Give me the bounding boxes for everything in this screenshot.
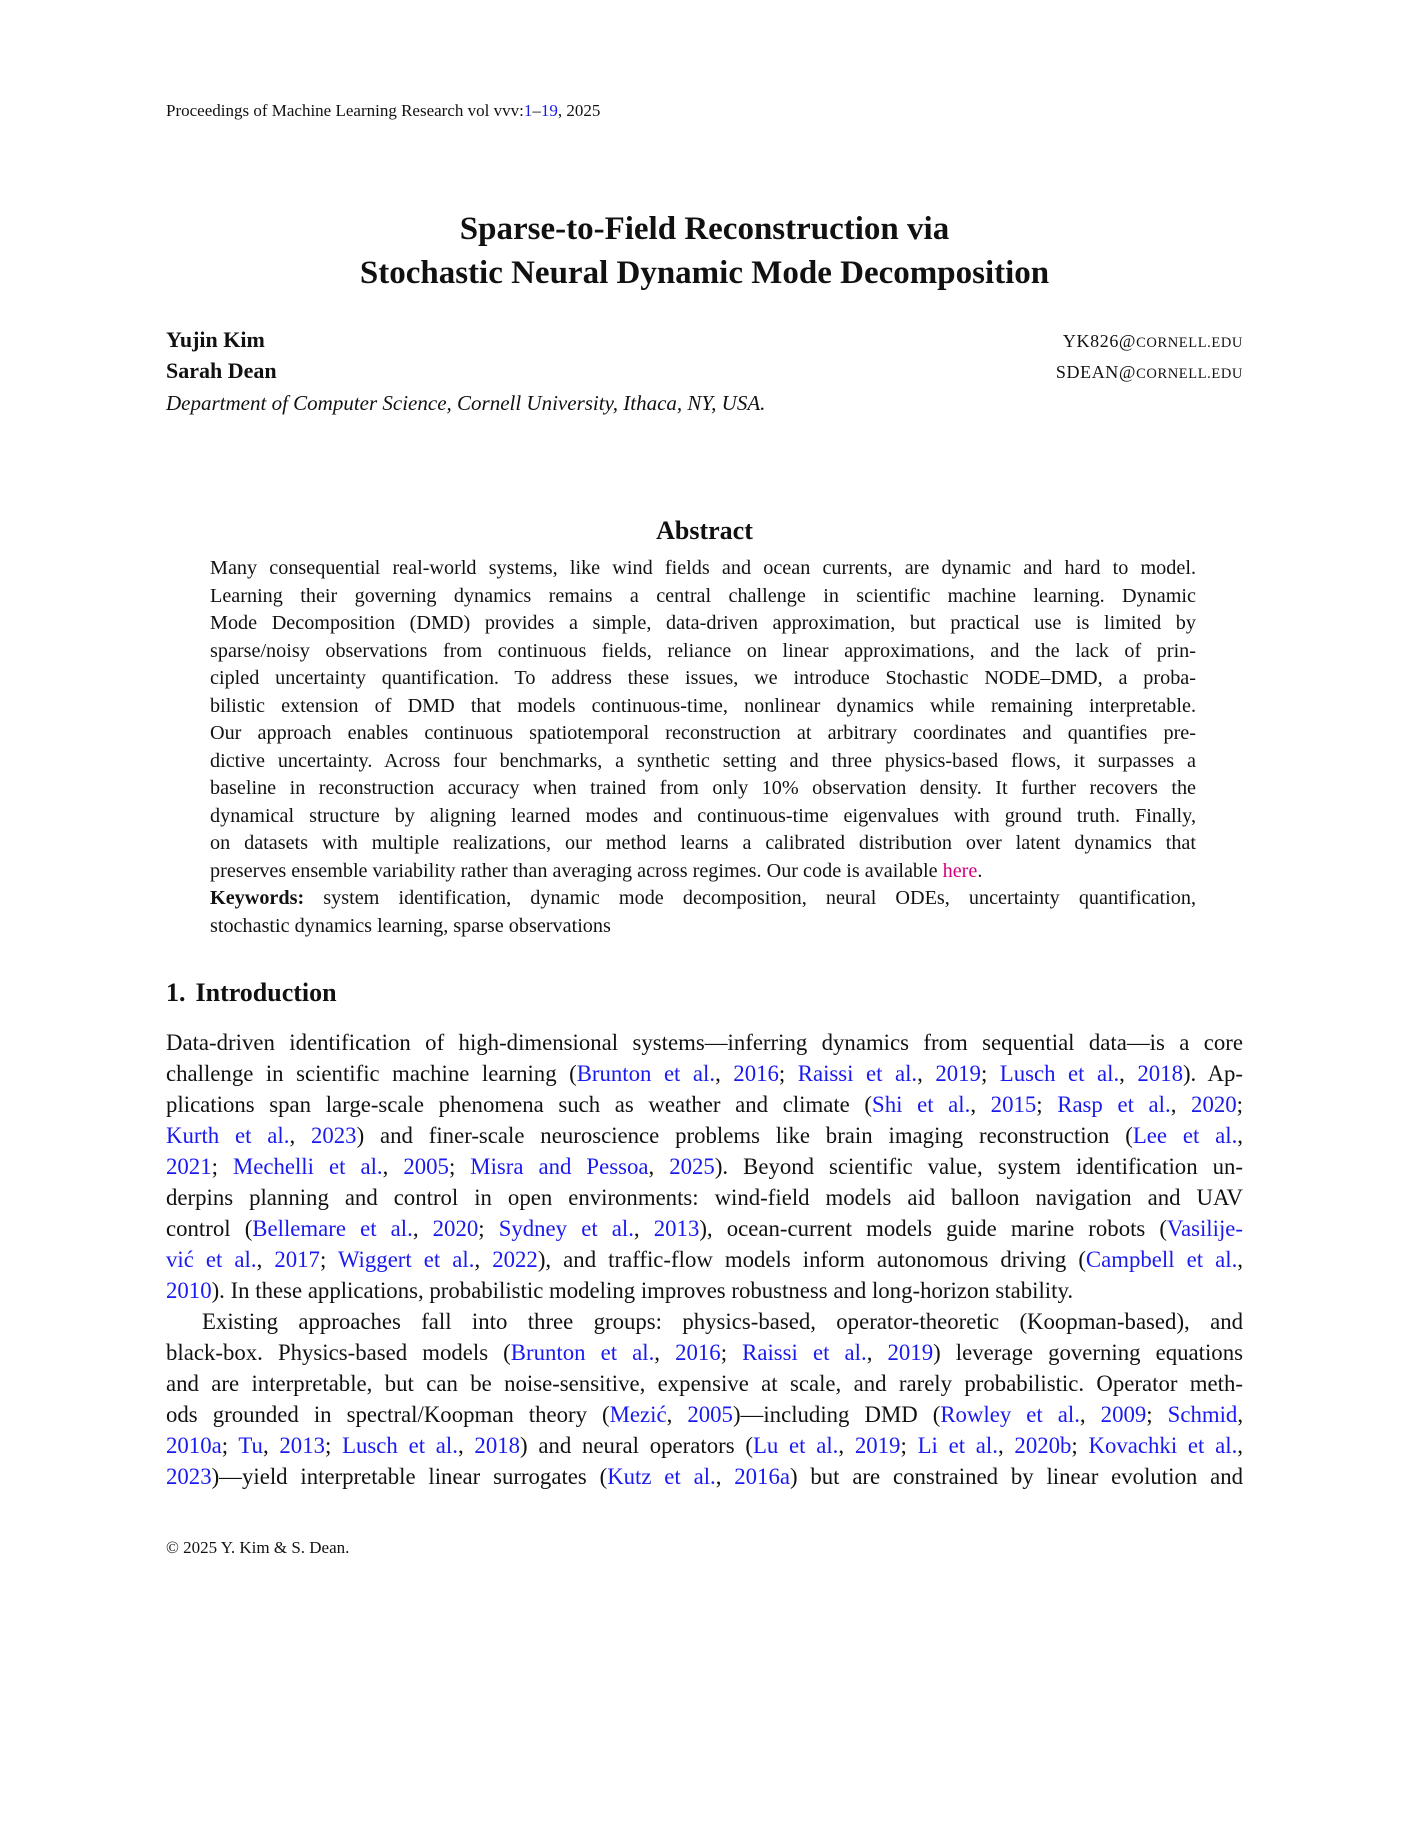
body-line: plications span large-scale phenomena such as weather and climate (Shi et al., 2015; Rasp et al., 2020;	[166, 1092, 1243, 1117]
abstract-line: on datasets with multiple realizations, our method learns a calibrated distribution over latent dynamics that	[210, 832, 1196, 854]
citation-link[interactable]: Rowley et al.	[940, 1402, 1080, 1427]
abstract-line: Learning their governing dynamics remains a central challenge in scientific machine learning. Dynamic	[210, 584, 1196, 607]
abstract-line: sparse/noisy observations from continuous fields, reliance on linear approximations, and the lack of prin-	[210, 639, 1196, 662]
citation-year-link[interactable]: 2020b	[1014, 1433, 1072, 1458]
citation-year-link[interactable]: 2020	[432, 1216, 479, 1241]
citation-link[interactable]: Sydney et al.	[498, 1216, 634, 1241]
abstract-line: cipled uncertainty quantification. To address these issues, we introduce Stochastic NODE–DMD, a proba-	[210, 667, 1196, 689]
body-line: Data-driven identification of high-dimensional systems—inferring dynamics from sequential data—is a core	[166, 1030, 1243, 1055]
citation-link[interactable]: Kurth et al.	[166, 1123, 290, 1148]
abstract-last-line: preserves ensemble variability rather than averaging across regimes. Our code is available here.	[210, 859, 983, 882]
abstract-line: dynamical structure by aligning learned modes and continuous-time eigenvalues with ground truth. Finally,	[210, 804, 1196, 827]
citation-link[interactable]: Brunton et al.	[576, 1061, 716, 1086]
citation-link[interactable]: Mechelli et al.	[232, 1154, 383, 1179]
section-heading: 1. Introduction	[166, 978, 337, 1007]
code-link[interactable]: here	[942, 859, 978, 882]
proceedings-header: Proceedings of Machine Learning Research vol vvv:1–19, 2025	[166, 101, 601, 120]
citation-year-link[interactable]: 2010	[166, 1278, 212, 1303]
citation-link[interactable]: Shi et al.	[872, 1092, 971, 1117]
citation-year-link[interactable]: 2016	[675, 1340, 721, 1365]
citation-link[interactable]: Lusch et al.	[999, 1061, 1120, 1086]
citation-link[interactable]: Kutz et al.	[607, 1464, 716, 1489]
body-line: vić et al., 2017; Wiggert et al., 2022), and traffic-flow models inform autonomous driving (Campbell et al.,	[166, 1247, 1243, 1272]
body-line: 2010a; Tu, 2013; Lusch et al., 2018) and neural operators (Lu et al., 2019; Li et al., 2020b; Kovachki et al.,	[166, 1433, 1243, 1458]
citation-year-link[interactable]: 2018	[1137, 1061, 1183, 1086]
citation-year-link[interactable]: 2017	[274, 1247, 320, 1272]
citation-year-link[interactable]: 2010a	[166, 1433, 222, 1458]
citation-year-link[interactable]: 2025	[669, 1154, 715, 1179]
citation-link[interactable]: Lee et al.	[1132, 1123, 1238, 1148]
citation-year-link[interactable]: 2005	[403, 1154, 449, 1179]
abstract-line: Our approach enables continuous spatiotemporal reconstruction at arbitrary coordinates and quantifies pre-	[210, 722, 1196, 744]
abstract-body	[210, 555, 1196, 940]
author-email: SDEAN@CORNELL.EDU	[1055, 362, 1243, 382]
citation-link[interactable]: Bellemare et al.	[252, 1216, 413, 1241]
body-line: 2021; Mechelli et al., 2005; Misra and Pessoa, 2025). Beyond scientific value, system identification un-	[166, 1154, 1243, 1179]
body-line: 2023)—yield interpretable linear surrogates (Kutz et al., 2016a) but are constrained by linear evolution and	[166, 1464, 1243, 1489]
citation-link[interactable]: Raissi et al.	[742, 1340, 867, 1365]
citation-link[interactable]: Tu	[238, 1433, 263, 1458]
keywords-label: Keywords:	[210, 887, 305, 909]
author-row	[166, 327, 1243, 358]
citation-link[interactable]: Lusch et al.	[342, 1433, 458, 1458]
body-line: black-box. Physics-based models (Brunton et al., 2016; Raissi et al., 2019) leverage governing equations	[166, 1340, 1243, 1365]
citation-year-link[interactable]: 2023	[310, 1123, 357, 1148]
citation-link[interactable]: Mezić	[609, 1402, 667, 1427]
author-block	[166, 327, 1243, 416]
introduction-body	[166, 1027, 1243, 1492]
body-line: ods grounded in spectral/Koopman theory (Mezić, 2005)—including DMD (Rowley et al., 2009; Schmid,	[166, 1402, 1244, 1427]
citation-year-link[interactable]: 2005	[687, 1402, 733, 1427]
citation-link[interactable]: Brunton et al.	[510, 1340, 655, 1365]
body-line: derpins planning and control in open environments: wind-field models aid balloon navigation and UAV	[166, 1185, 1243, 1210]
author-name: Sarah Dean	[166, 358, 277, 383]
citation-year-link[interactable]: 2019	[887, 1340, 934, 1365]
abstract-line: Many consequential real-world systems, like wind fields and ocean currents, are dynamic and hard to model.	[210, 557, 1196, 579]
copyright-footer: © 2025 Y. Kim & S. Dean.	[166, 1538, 350, 1557]
abstract-heading: Abstract	[656, 516, 753, 545]
citation-link[interactable]: Kovachki et al.	[1088, 1433, 1238, 1458]
citation-year-link[interactable]: 2022	[492, 1247, 538, 1272]
citation-link[interactable]: Rasp et al.	[1057, 1092, 1171, 1117]
citation-year-link[interactable]: 2013	[653, 1216, 700, 1241]
citation-year-link[interactable]: 2009	[1100, 1402, 1147, 1427]
citation-link[interactable]: Raissi et al.	[797, 1061, 918, 1086]
citation-year-link[interactable]: 2013	[279, 1433, 325, 1458]
author-name: Yujin Kim	[166, 327, 265, 352]
paper-title	[166, 207, 1243, 295]
citation-link[interactable]: Campbell et al.	[1085, 1247, 1238, 1272]
title-line-1: Sparse-to-Field Reconstruction via	[459, 211, 950, 247]
abstract-line: baseline in reconstruction accuracy when trained from only 10% observation density. It further recovers the	[210, 777, 1196, 799]
affiliation: Department of Computer Science, Cornell University, Ithaca, NY, USA.	[166, 391, 766, 415]
abstract-line: Mode Decomposition (DMD) provides a simple, data-driven approximation, but practical use is limited by	[210, 612, 1196, 634]
citation-year-link[interactable]: 2019	[935, 1061, 981, 1086]
body-line: challenge in scientific machine learning (Brunton et al., 2016; Raissi et al., 2019; Lusch et al., 2018). Ap-	[166, 1061, 1243, 1086]
title-line-2: Stochastic Neural Dynamic Mode Decomposition	[359, 255, 1050, 291]
citation-link[interactable]: Wiggert et al.	[337, 1247, 475, 1272]
abstract-line: dictive uncertainty. Across four benchmarks, a synthetic setting and three physics-based flows, it surpasses a	[210, 749, 1196, 772]
citation-year-link[interactable]: 2021	[166, 1154, 212, 1179]
body-line: Existing approaches fall into three groups: physics-based, operator-theoretic (Koopman-based), and	[202, 1309, 1243, 1334]
citation-year-link[interactable]: 2015	[990, 1092, 1037, 1117]
citation-link[interactable]: vić et al.	[166, 1247, 257, 1272]
body-line: and are interpretable, but can be noise-sensitive, expensive at scale, and rarely probabilistic. Operator meth-	[166, 1371, 1243, 1396]
citation-year-link[interactable]: 2018	[474, 1433, 521, 1458]
citation-year-link[interactable]: 2016a	[734, 1464, 790, 1489]
citation-year-link[interactable]: 2020	[1191, 1092, 1237, 1117]
citation-link[interactable]: Schmid	[1167, 1402, 1238, 1427]
citation-link[interactable]: Li et al.	[917, 1433, 998, 1458]
citation-year-link[interactable]: 2016	[733, 1061, 779, 1086]
abstract-line: bilistic extension of DMD that models continuous-time, nonlinear dynamics while remaining interpretable.	[210, 694, 1196, 717]
citation-year-link[interactable]: 2019	[854, 1433, 901, 1458]
body-line: Kurth et al., 2023) and finer-scale neuroscience problems like brain imaging reconstruction (Lee et al.,	[166, 1123, 1243, 1148]
citation-year-link[interactable]: 2023	[166, 1464, 212, 1489]
citation-link[interactable]: Vasilije-	[1167, 1216, 1243, 1241]
keywords-line: Keywords: system identification, dynamic mode decomposition, neural ODEs, uncertainty quantification,	[210, 887, 1196, 909]
body-line: 2010). In these applications, probabilistic modeling improves robustness and long-horizon stability.	[166, 1278, 1074, 1303]
page-end-link[interactable]: 19	[540, 101, 558, 120]
citation-link[interactable]: Lu et al.	[752, 1433, 839, 1458]
body-line: control (Bellemare et al., 2020; Sydney et al., 2013), ocean-current models guide marine robots (Vasilije-	[166, 1216, 1243, 1241]
author-email: YK826@CORNELL.EDU	[1062, 331, 1243, 351]
keywords-line-2: stochastic dynamics learning, sparse observations	[210, 914, 611, 937]
citation-link[interactable]: Misra and Pessoa	[470, 1154, 649, 1179]
page-start-link[interactable]: 1	[523, 101, 533, 120]
author-row	[166, 358, 1243, 389]
